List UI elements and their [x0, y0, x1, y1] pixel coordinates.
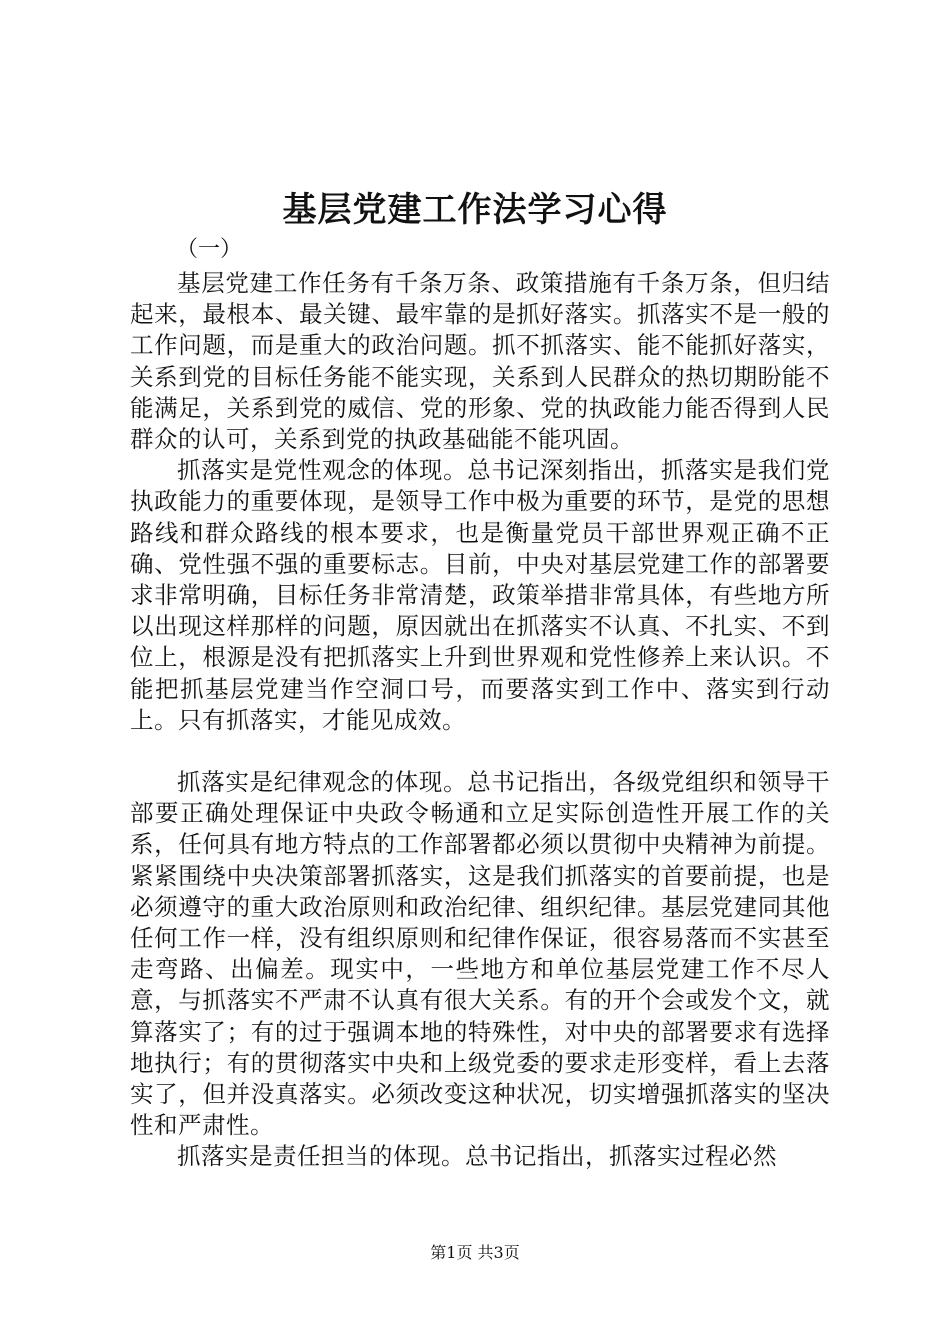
paragraph: 抓落实是纪律观念的体现。总书记指出，各级党组织和领导干部要正确处理保证中央政令畅通和立足实际创造性开展工作的关系，任何具有地方特点的工作部署都必须以贯彻中央精神为前提。紧紧围绕中央决策部署抓落实，这是我们抓落实的首要前提，也是必须遵守的重大政治原则和政治纪律、组织纪律。基层党建同其他任何工作一样，没有组织原则和纪律作保证，很容易落而不实甚至走弯路、出偏差。现实中，一些地方和单位基层党建工作不尽人意，与抓落实不严肃不认真有很大关系。有的开个会或发个文，就算落实了；有的过于强调本地的特殊性，对中央的部署要求有选择地执行；有的贯彻落实中央和上级党委的要求走形变样，看上去落实了，但并没真落实。必须改变这种状况，切实增强抓落实的坚决性和严肃性。 [130, 768, 830, 1140]
paragraph: 抓落实是责任担当的体现。总书记指出，抓落实过程必然 [177, 1142, 777, 1171]
page-footer: 第1页 共3页 [430, 1243, 520, 1262]
document-body [130, 268, 830, 1173]
section-label: （一） [176, 237, 243, 262]
paragraph: 基层党建工作任务有千条万条、政策措施有千条万条，但归结起来，最根本、最关键、最牢靠的是抓好落实。抓落实不是一般的工作问题，而是重大的政治问题。抓不抓落实、能不能抓好落实，关系到党的目标任务能不能实现，关系到人民群众的热切期盼能不能满足，关系到党的威信、党的形象、党的执政能力能否得到人民群众的认可，关系到党的执政基础能不能巩固。 [130, 269, 830, 454]
document-title: 基层党建工作法学习心得 [282, 190, 668, 230]
paragraph: 抓落实是党性观念的体现。总书记深刻指出，抓落实是我们党执政能力的重要体现，是领导工作中极为重要的环节，是党的思想路线和群众路线的根本要求，也是衡量党员干部世界观正确不正确、党性强不强的重要标志。目前，中央对基层党建工作的部署要求非常明确，目标任务非常清楚，政策举措非常具体，有些地方所以出现这样那样的问题，原因就出在抓落实不认真、不扎实、不到位上，根源是没有把抓落实上升到世界观和党性修养上来认识。不能把抓基层党建当作空洞口号，而要落实到工作中、落实到行动上。只有抓落实，才能见成效。 [130, 456, 830, 734]
